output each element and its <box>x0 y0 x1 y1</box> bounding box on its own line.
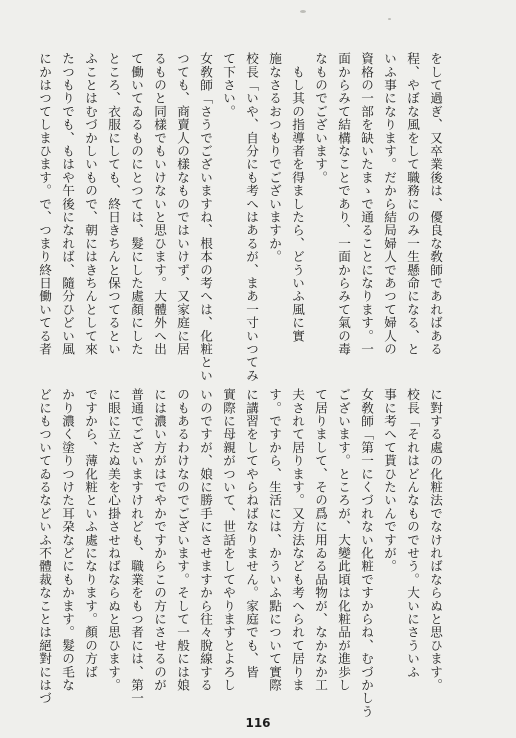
text-line: どにもついてゐるなどいふ不體裁なことは絕對にはづ <box>37 388 52 705</box>
text-line: ところ、衣服にしても、終日きちんと保つてるとい <box>106 52 121 356</box>
text-line: いふ事になります。だから結局婦人であつて婦人の <box>382 52 397 356</box>
text-block-upper <box>37 52 447 382</box>
ink-speck <box>388 18 391 20</box>
page-number: 116 <box>245 716 271 730</box>
text-line: のもあるわけなのでございます。そして一般には娘 <box>175 388 190 692</box>
text-line: 實際に母親がついて、世話をしてやりますとよろし <box>221 388 236 692</box>
text-line: いのですが、娘に勝手にさせますから往々脫線する <box>198 388 213 692</box>
text-line: 校長「いや、自分にも考へはあるが、まあ一寸いつてみ <box>244 52 259 382</box>
text-line: 面からみて結構なことであり、一面からみて氣の毒 <box>336 52 351 356</box>
text-line: に眼に立たぬ美を心掛させねばならぬと思ひます。 <box>106 388 121 692</box>
text-line: たつもりでも、もはや午後になれば、隨分ひどい風 <box>60 52 75 356</box>
text-line: 普通でございますけれども、職業をもつ者には、第一 <box>129 388 144 705</box>
text-line: 女敎師「さうでございますね、根本の考へは、化粧とい <box>198 52 213 382</box>
text-line: て居りまして、その爲に用ゐる品物が、なかなか工 <box>313 388 328 692</box>
text-line: 校長「それはどんなものでせう。大いにさういふ <box>405 388 420 679</box>
text-line: るものと同樣でもいけないと思ひます。大體外へ出 <box>152 52 167 356</box>
text-line: には濃い方がはでやかですからこの方にさせるのが <box>152 388 167 692</box>
text-line: 事に考へて貰ひたいんですが。 <box>382 388 397 573</box>
text-line: に講習をしてやらねばなりません。家庭でも、皆 <box>244 388 259 679</box>
text-block-lower <box>37 388 447 718</box>
text-line: つても、商賣人の樣なものではいけず、又家庭に居 <box>175 52 190 356</box>
text-line: 資格の一部を缺いたまゝで通ることになります。一 <box>359 52 374 356</box>
text-line: て働いてゐるものにとつては、髮にした處顏にした <box>129 52 144 356</box>
text-line: にかはつてしまひます。で、つまり終日働いてる者 <box>37 52 52 356</box>
text-line: ふことはむづかしいもので、朝にはきちんとして來 <box>83 52 98 356</box>
text-line: もし其の指導者を得ましたら、どういふ風に實 <box>290 52 305 343</box>
text-line: をして過ぎ、又卒業後は、優良な敎師であればある <box>428 52 443 356</box>
text-line: ですから、薄化粧といふ處になります。顏の方ば <box>83 388 98 679</box>
text-line: て下さい。 <box>221 52 236 118</box>
text-line: す。ですから、生活には、かういふ點について實際 <box>267 388 282 692</box>
text-line: 女敎師「第一にくづれない化粧ですからね、むづかしう <box>359 388 374 718</box>
text-line: に對する處の化粧法でなければならぬと思ひます。 <box>428 388 443 692</box>
text-line: 施なさるおつもりでございますか。 <box>267 52 282 264</box>
text-line: かり濃く塗りつけた耳朶などにもかます。髮の毛な <box>60 388 75 692</box>
text-line: なものでございます。 <box>313 52 328 184</box>
text-line: ございます。ところが、大變此頃は化粧品が進歩し <box>336 388 351 692</box>
ink-speck <box>300 10 306 13</box>
text-line: 夫されて居ります。又方法なども考へられて居りま <box>290 388 305 692</box>
text-line: 程、やぼな風をして職務にのみ一生懸命になる、と <box>405 52 420 356</box>
